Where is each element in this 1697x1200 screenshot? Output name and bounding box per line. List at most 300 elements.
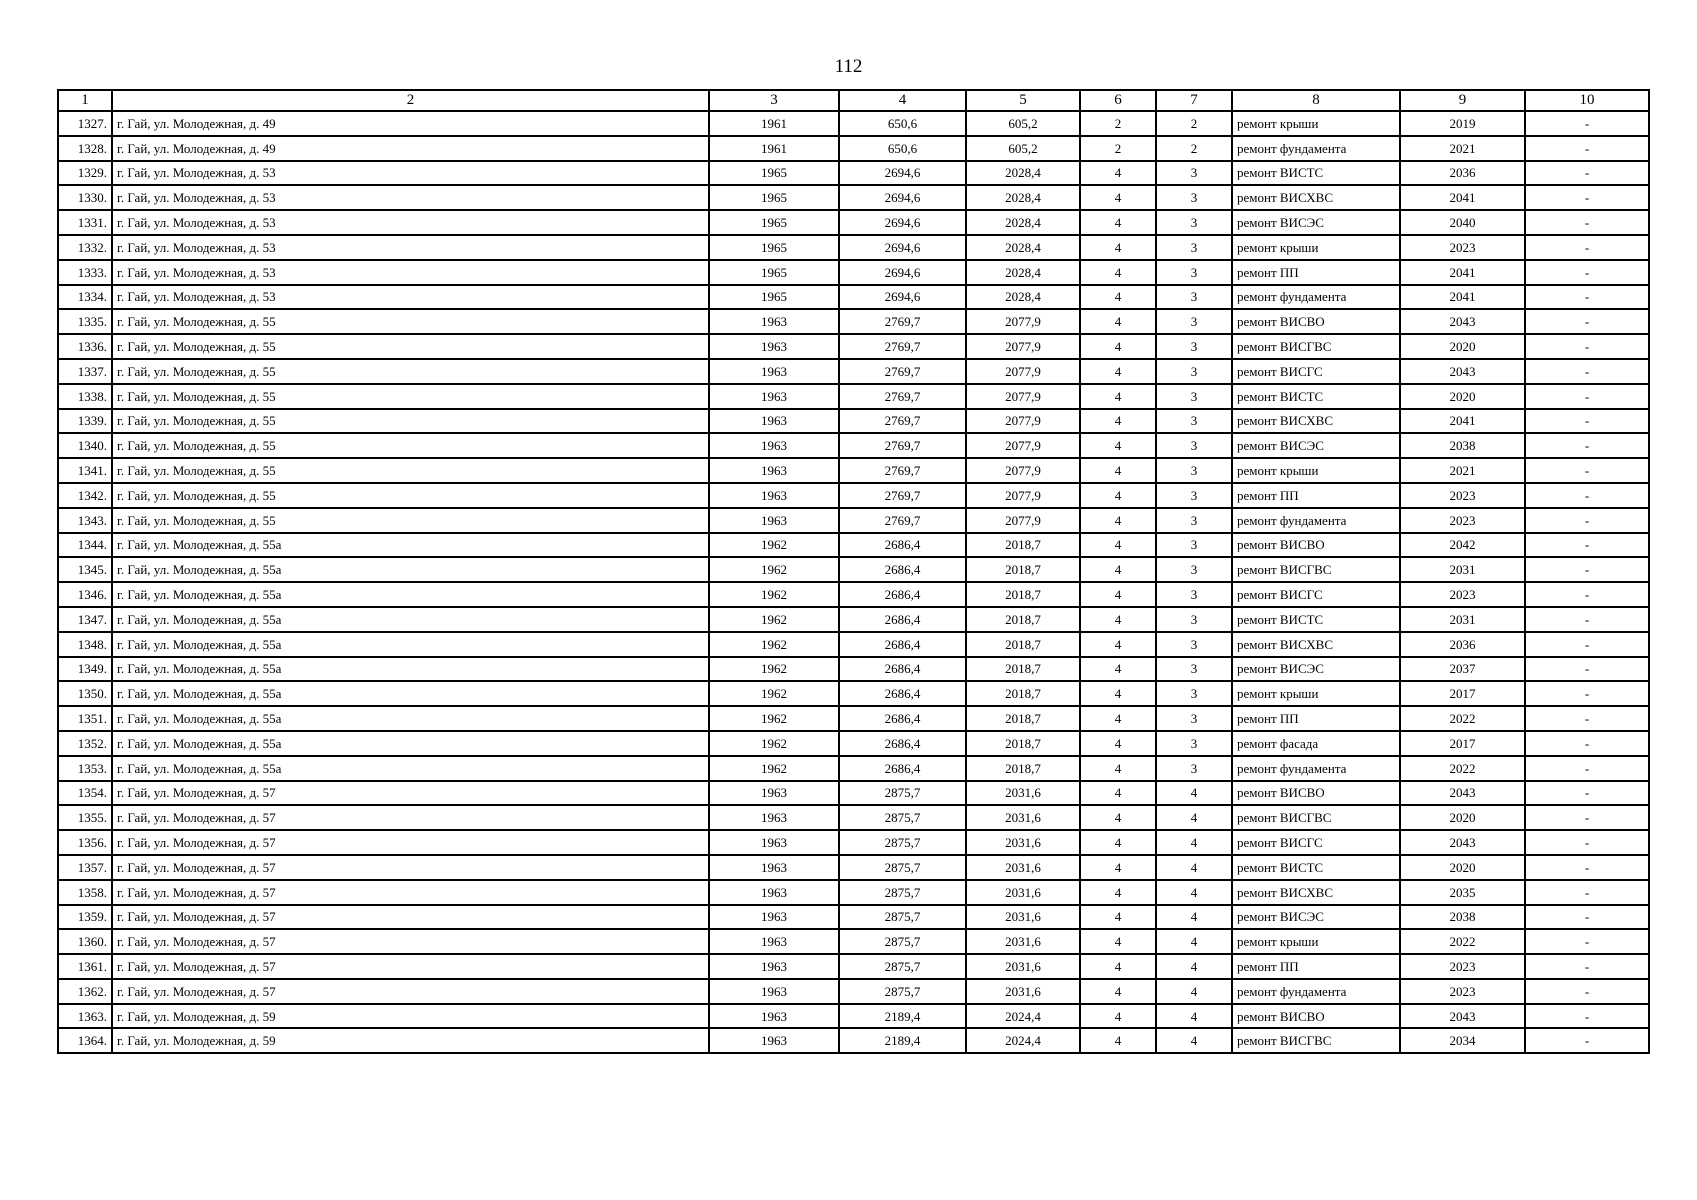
table-row [58, 433, 1649, 458]
planned-year-cell: 2042 [1400, 533, 1525, 558]
address-cell: г. Гай, ул. Молодежная, д. 53 [112, 235, 709, 260]
year-built-cell: 1963 [709, 309, 839, 334]
floors-cell: 4 [1080, 334, 1156, 359]
entrances-cell: 3 [1156, 309, 1232, 334]
total-area-cell: 2686,4 [839, 657, 966, 682]
year-built-cell: 1962 [709, 706, 839, 731]
note-cell: - [1525, 235, 1649, 260]
living-area-cell: 2018,7 [966, 657, 1080, 682]
table-row [58, 309, 1649, 334]
planned-year-cell: 2041 [1400, 285, 1525, 310]
entrances-cell: 4 [1156, 929, 1232, 954]
table-row [58, 706, 1649, 731]
table-row [58, 384, 1649, 409]
entrances-cell: 3 [1156, 210, 1232, 235]
total-area-cell: 2694,6 [839, 161, 966, 186]
address-cell: г. Гай, ул. Молодежная, д. 55а [112, 756, 709, 781]
entrances-cell: 3 [1156, 557, 1232, 582]
address-cell: г. Гай, ул. Молодежная, д. 55а [112, 607, 709, 632]
address-cell: г. Гай, ул. Молодежная, д. 53 [112, 285, 709, 310]
total-area-cell: 2694,6 [839, 285, 966, 310]
address-cell: г. Гай, ул. Молодежная, д. 55а [112, 533, 709, 558]
note-cell: - [1525, 508, 1649, 533]
row-number: 1355. [58, 805, 112, 830]
page-number: 112 [834, 56, 863, 77]
work-type-cell: ремонт ВИСГС [1232, 582, 1400, 607]
year-built-cell: 1965 [709, 285, 839, 310]
floors-cell: 4 [1080, 458, 1156, 483]
year-built-cell: 1963 [709, 458, 839, 483]
planned-year-cell: 2023 [1400, 582, 1525, 607]
address-cell: г. Гай, ул. Молодежная, д. 57 [112, 929, 709, 954]
planned-year-cell: 2031 [1400, 557, 1525, 582]
floors-cell: 4 [1080, 409, 1156, 434]
year-built-cell: 1963 [709, 384, 839, 409]
living-area-cell: 2018,7 [966, 681, 1080, 706]
entrances-cell: 3 [1156, 706, 1232, 731]
work-type-cell: ремонт ВИСГВС [1232, 805, 1400, 830]
living-area-cell: 2018,7 [966, 582, 1080, 607]
note-cell: - [1525, 260, 1649, 285]
work-type-cell: ремонт ВИСЭС [1232, 433, 1400, 458]
work-type-cell: ремонт ВИСХВС [1232, 632, 1400, 657]
living-area-cell: 2031,6 [966, 805, 1080, 830]
year-built-cell: 1963 [709, 409, 839, 434]
row-number: 1329. [58, 161, 112, 186]
total-area-cell: 2686,4 [839, 632, 966, 657]
planned-year-cell: 2036 [1400, 632, 1525, 657]
living-area-cell: 605,2 [966, 111, 1080, 136]
living-area-cell: 2028,4 [966, 210, 1080, 235]
row-number: 1351. [58, 706, 112, 731]
floors-cell: 4 [1080, 557, 1156, 582]
work-type-cell: ремонт фундамента [1232, 756, 1400, 781]
work-type-cell: ремонт крыши [1232, 681, 1400, 706]
note-cell: - [1525, 954, 1649, 979]
note-cell: - [1525, 334, 1649, 359]
table-row [58, 161, 1649, 186]
table-row [58, 632, 1649, 657]
entrances-cell: 4 [1156, 979, 1232, 1004]
entrances-cell: 4 [1156, 781, 1232, 806]
entrances-cell: 3 [1156, 657, 1232, 682]
work-type-cell: ремонт ВИСТС [1232, 855, 1400, 880]
living-area-cell: 2031,6 [966, 781, 1080, 806]
floors-cell: 2 [1080, 136, 1156, 161]
year-built-cell: 1963 [709, 334, 839, 359]
year-built-cell: 1965 [709, 161, 839, 186]
entrances-cell: 4 [1156, 905, 1232, 930]
row-number: 1345. [58, 557, 112, 582]
planned-year-cell: 2035 [1400, 880, 1525, 905]
address-cell: г. Гай, ул. Молодежная, д. 55 [112, 409, 709, 434]
floors-cell: 4 [1080, 533, 1156, 558]
row-number: 1338. [58, 384, 112, 409]
row-number: 1337. [58, 359, 112, 384]
living-area-cell: 605,2 [966, 136, 1080, 161]
entrances-cell: 3 [1156, 285, 1232, 310]
address-cell: г. Гай, ул. Молодежная, д. 55а [112, 706, 709, 731]
floors-cell: 4 [1080, 830, 1156, 855]
floors-cell: 4 [1080, 483, 1156, 508]
floors-cell: 4 [1080, 805, 1156, 830]
address-cell: г. Гай, ул. Молодежная, д. 55 [112, 384, 709, 409]
row-number: 1346. [58, 582, 112, 607]
planned-year-cell: 2021 [1400, 458, 1525, 483]
note-cell: - [1525, 607, 1649, 632]
address-cell: г. Гай, ул. Молодежная, д. 57 [112, 905, 709, 930]
entrances-cell: 3 [1156, 185, 1232, 210]
total-area-cell: 2694,6 [839, 235, 966, 260]
living-area-cell: 2031,6 [966, 855, 1080, 880]
living-area-cell: 2018,7 [966, 557, 1080, 582]
address-cell: г. Гай, ул. Молодежная, д. 49 [112, 111, 709, 136]
note-cell: - [1525, 681, 1649, 706]
work-type-cell: ремонт ПП [1232, 260, 1400, 285]
table-row [58, 210, 1649, 235]
year-built-cell: 1962 [709, 632, 839, 657]
address-cell: г. Гай, ул. Молодежная, д. 55 [112, 458, 709, 483]
living-area-cell: 2028,4 [966, 161, 1080, 186]
address-cell: г. Гай, ул. Молодежная, д. 55а [112, 557, 709, 582]
work-type-cell: ремонт ВИСГС [1232, 830, 1400, 855]
year-built-cell: 1963 [709, 433, 839, 458]
year-built-cell: 1962 [709, 756, 839, 781]
row-number: 1339. [58, 409, 112, 434]
floors-cell: 4 [1080, 905, 1156, 930]
work-type-cell: ремонт крыши [1232, 111, 1400, 136]
living-area-cell: 2028,4 [966, 235, 1080, 260]
table-row [58, 1028, 1649, 1053]
note-cell: - [1525, 657, 1649, 682]
table-row [58, 756, 1649, 781]
planned-year-cell: 2023 [1400, 979, 1525, 1004]
address-cell: г. Гай, ул. Молодежная, д. 55а [112, 582, 709, 607]
table-row [58, 1004, 1649, 1029]
living-area-cell: 2024,4 [966, 1004, 1080, 1029]
floors-cell: 4 [1080, 954, 1156, 979]
planned-year-cell: 2043 [1400, 309, 1525, 334]
work-type-cell: ремонт ВИСВО [1232, 781, 1400, 806]
year-built-cell: 1962 [709, 533, 839, 558]
total-area-cell: 2875,7 [839, 954, 966, 979]
work-type-cell: ремонт ВИСГВС [1232, 334, 1400, 359]
row-number: 1353. [58, 756, 112, 781]
row-number: 1360. [58, 929, 112, 954]
row-number: 1363. [58, 1004, 112, 1029]
living-area-cell: 2077,9 [966, 433, 1080, 458]
address-cell: г. Гай, ул. Молодежная, д. 55 [112, 359, 709, 384]
row-number: 1349. [58, 657, 112, 682]
total-area-cell: 2769,7 [839, 409, 966, 434]
address-cell: г. Гай, ул. Молодежная, д. 55 [112, 433, 709, 458]
table-row [58, 880, 1649, 905]
living-area-cell: 2018,7 [966, 533, 1080, 558]
living-area-cell: 2031,6 [966, 954, 1080, 979]
entrances-cell: 3 [1156, 607, 1232, 632]
table-row [58, 185, 1649, 210]
living-area-cell: 2077,9 [966, 409, 1080, 434]
total-area-cell: 2189,4 [839, 1004, 966, 1029]
column-header: 10 [1525, 90, 1649, 111]
address-cell: г. Гай, ул. Молодежная, д. 53 [112, 161, 709, 186]
work-type-cell: ремонт ВИСВО [1232, 309, 1400, 334]
entrances-cell: 3 [1156, 260, 1232, 285]
table-row [58, 334, 1649, 359]
row-number: 1335. [58, 309, 112, 334]
header-row [58, 90, 1649, 111]
year-built-cell: 1961 [709, 136, 839, 161]
note-cell: - [1525, 185, 1649, 210]
total-area-cell: 2875,7 [839, 781, 966, 806]
note-cell: - [1525, 880, 1649, 905]
table-row [58, 557, 1649, 582]
address-cell: г. Гай, ул. Молодежная, д. 55а [112, 657, 709, 682]
total-area-cell: 2875,7 [839, 880, 966, 905]
planned-year-cell: 2031 [1400, 607, 1525, 632]
address-cell: г. Гай, ул. Молодежная, д. 55 [112, 334, 709, 359]
planned-year-cell: 2038 [1400, 905, 1525, 930]
table-row [58, 830, 1649, 855]
floors-cell: 4 [1080, 607, 1156, 632]
planned-year-cell: 2041 [1400, 260, 1525, 285]
total-area-cell: 2875,7 [839, 905, 966, 930]
year-built-cell: 1963 [709, 929, 839, 954]
floors-cell: 4 [1080, 1004, 1156, 1029]
living-area-cell: 2077,9 [966, 458, 1080, 483]
table-row [58, 607, 1649, 632]
table-row [58, 136, 1649, 161]
total-area-cell: 2686,4 [839, 557, 966, 582]
column-header: 2 [112, 90, 709, 111]
work-type-cell: ремонт ВИСГВС [1232, 1028, 1400, 1053]
work-type-cell: ремонт крыши [1232, 929, 1400, 954]
planned-year-cell: 2023 [1400, 508, 1525, 533]
floors-cell: 4 [1080, 260, 1156, 285]
entrances-cell: 3 [1156, 458, 1232, 483]
entrances-cell: 3 [1156, 731, 1232, 756]
floors-cell: 4 [1080, 235, 1156, 260]
row-number: 1348. [58, 632, 112, 657]
work-type-cell: ремонт ВИСХВС [1232, 185, 1400, 210]
year-built-cell: 1963 [709, 954, 839, 979]
living-area-cell: 2028,4 [966, 260, 1080, 285]
address-cell: г. Гай, ул. Молодежная, д. 49 [112, 136, 709, 161]
note-cell: - [1525, 781, 1649, 806]
row-number: 1333. [58, 260, 112, 285]
note-cell: - [1525, 285, 1649, 310]
table-row [58, 533, 1649, 558]
note-cell: - [1525, 111, 1649, 136]
year-built-cell: 1963 [709, 905, 839, 930]
work-type-cell: ремонт ВИСЭС [1232, 657, 1400, 682]
entrances-cell: 3 [1156, 533, 1232, 558]
living-area-cell: 2018,7 [966, 607, 1080, 632]
column-header: 6 [1080, 90, 1156, 111]
column-header: 5 [966, 90, 1080, 111]
work-type-cell: ремонт ВИСХВС [1232, 409, 1400, 434]
note-cell: - [1525, 409, 1649, 434]
column-header: 3 [709, 90, 839, 111]
work-type-cell: ремонт ВИСХВС [1232, 880, 1400, 905]
entrances-cell: 4 [1156, 1004, 1232, 1029]
floors-cell: 4 [1080, 756, 1156, 781]
planned-year-cell: 2023 [1400, 954, 1525, 979]
floors-cell: 4 [1080, 880, 1156, 905]
floors-cell: 4 [1080, 706, 1156, 731]
address-cell: г. Гай, ул. Молодежная, д. 53 [112, 185, 709, 210]
year-built-cell: 1962 [709, 681, 839, 706]
table-row [58, 508, 1649, 533]
year-built-cell: 1963 [709, 483, 839, 508]
table-row [58, 582, 1649, 607]
note-cell: - [1525, 458, 1649, 483]
entrances-cell: 3 [1156, 161, 1232, 186]
row-number: 1327. [58, 111, 112, 136]
total-area-cell: 2875,7 [839, 805, 966, 830]
year-built-cell: 1963 [709, 781, 839, 806]
floors-cell: 4 [1080, 657, 1156, 682]
entrances-cell: 3 [1156, 334, 1232, 359]
note-cell: - [1525, 384, 1649, 409]
work-type-cell: ремонт ВИСЭС [1232, 210, 1400, 235]
note-cell: - [1525, 855, 1649, 880]
year-built-cell: 1965 [709, 235, 839, 260]
column-header: 4 [839, 90, 966, 111]
note-cell: - [1525, 136, 1649, 161]
total-area-cell: 2686,4 [839, 681, 966, 706]
entrances-cell: 3 [1156, 235, 1232, 260]
total-area-cell: 2686,4 [839, 706, 966, 731]
address-cell: г. Гай, ул. Молодежная, д. 57 [112, 880, 709, 905]
living-area-cell: 2031,6 [966, 905, 1080, 930]
floors-cell: 4 [1080, 285, 1156, 310]
row-number: 1342. [58, 483, 112, 508]
address-cell: г. Гай, ул. Молодежная, д. 55а [112, 681, 709, 706]
planned-year-cell: 2037 [1400, 657, 1525, 682]
note-cell: - [1525, 830, 1649, 855]
year-built-cell: 1962 [709, 607, 839, 632]
floors-cell: 4 [1080, 929, 1156, 954]
work-type-cell: ремонт ВИСГС [1232, 359, 1400, 384]
note-cell: - [1525, 979, 1649, 1004]
planned-year-cell: 2036 [1400, 161, 1525, 186]
work-type-cell: ремонт ВИСТС [1232, 607, 1400, 632]
total-area-cell: 2769,7 [839, 458, 966, 483]
entrances-cell: 3 [1156, 433, 1232, 458]
entrances-cell: 3 [1156, 756, 1232, 781]
entrances-cell: 4 [1156, 805, 1232, 830]
note-cell: - [1525, 557, 1649, 582]
column-header: 8 [1232, 90, 1400, 111]
work-type-cell: ремонт ВИСВО [1232, 533, 1400, 558]
note-cell: - [1525, 731, 1649, 756]
year-built-cell: 1963 [709, 1028, 839, 1053]
address-cell: г. Гай, ул. Молодежная, д. 53 [112, 260, 709, 285]
table-row [58, 979, 1649, 1004]
living-area-cell: 2018,7 [966, 756, 1080, 781]
note-cell: - [1525, 161, 1649, 186]
floors-cell: 2 [1080, 111, 1156, 136]
work-type-cell: ремонт ПП [1232, 483, 1400, 508]
entrances-cell: 3 [1156, 359, 1232, 384]
entrances-cell: 4 [1156, 1028, 1232, 1053]
table-row [58, 260, 1649, 285]
planned-year-cell: 2043 [1400, 1004, 1525, 1029]
row-number: 1356. [58, 830, 112, 855]
floors-cell: 4 [1080, 582, 1156, 607]
note-cell: - [1525, 805, 1649, 830]
floors-cell: 4 [1080, 781, 1156, 806]
total-area-cell: 2769,7 [839, 384, 966, 409]
table-row [58, 483, 1649, 508]
work-type-cell: ремонт ПП [1232, 954, 1400, 979]
row-number: 1364. [58, 1028, 112, 1053]
row-number: 1357. [58, 855, 112, 880]
row-number: 1354. [58, 781, 112, 806]
total-area-cell: 2686,4 [839, 731, 966, 756]
living-area-cell: 2077,9 [966, 334, 1080, 359]
note-cell: - [1525, 905, 1649, 930]
living-area-cell: 2077,9 [966, 508, 1080, 533]
entrances-cell: 3 [1156, 681, 1232, 706]
note-cell: - [1525, 533, 1649, 558]
living-area-cell: 2031,6 [966, 830, 1080, 855]
year-built-cell: 1963 [709, 508, 839, 533]
work-type-cell: ремонт ПП [1232, 706, 1400, 731]
year-built-cell: 1963 [709, 880, 839, 905]
total-area-cell: 2189,4 [839, 1028, 966, 1053]
total-area-cell: 2769,7 [839, 483, 966, 508]
total-area-cell: 2694,6 [839, 210, 966, 235]
row-number: 1358. [58, 880, 112, 905]
entrances-cell: 3 [1156, 483, 1232, 508]
address-cell: г. Гай, ул. Молодежная, д. 57 [112, 954, 709, 979]
entrances-cell: 4 [1156, 954, 1232, 979]
address-cell: г. Гай, ул. Молодежная, д. 59 [112, 1004, 709, 1029]
work-type-cell: ремонт ВИСГВС [1232, 557, 1400, 582]
work-type-cell: ремонт фундамента [1232, 979, 1400, 1004]
entrances-cell: 4 [1156, 830, 1232, 855]
register-table [57, 89, 1650, 1054]
total-area-cell: 2875,7 [839, 979, 966, 1004]
total-area-cell: 650,6 [839, 136, 966, 161]
year-built-cell: 1962 [709, 582, 839, 607]
table-row [58, 905, 1649, 930]
floors-cell: 4 [1080, 731, 1156, 756]
note-cell: - [1525, 309, 1649, 334]
row-number: 1332. [58, 235, 112, 260]
row-number: 1352. [58, 731, 112, 756]
year-built-cell: 1965 [709, 260, 839, 285]
total-area-cell: 2769,7 [839, 334, 966, 359]
address-cell: г. Гай, ул. Молодежная, д. 57 [112, 781, 709, 806]
work-type-cell: ремонт крыши [1232, 235, 1400, 260]
planned-year-cell: 2017 [1400, 681, 1525, 706]
floors-cell: 4 [1080, 508, 1156, 533]
floors-cell: 4 [1080, 210, 1156, 235]
floors-cell: 4 [1080, 161, 1156, 186]
floors-cell: 4 [1080, 632, 1156, 657]
row-number: 1362. [58, 979, 112, 1004]
column-header: 7 [1156, 90, 1232, 111]
work-type-cell: ремонт ВИСВО [1232, 1004, 1400, 1029]
floors-cell: 4 [1080, 433, 1156, 458]
note-cell: - [1525, 1004, 1649, 1029]
note-cell: - [1525, 582, 1649, 607]
planned-year-cell: 2022 [1400, 756, 1525, 781]
planned-year-cell: 2041 [1400, 185, 1525, 210]
